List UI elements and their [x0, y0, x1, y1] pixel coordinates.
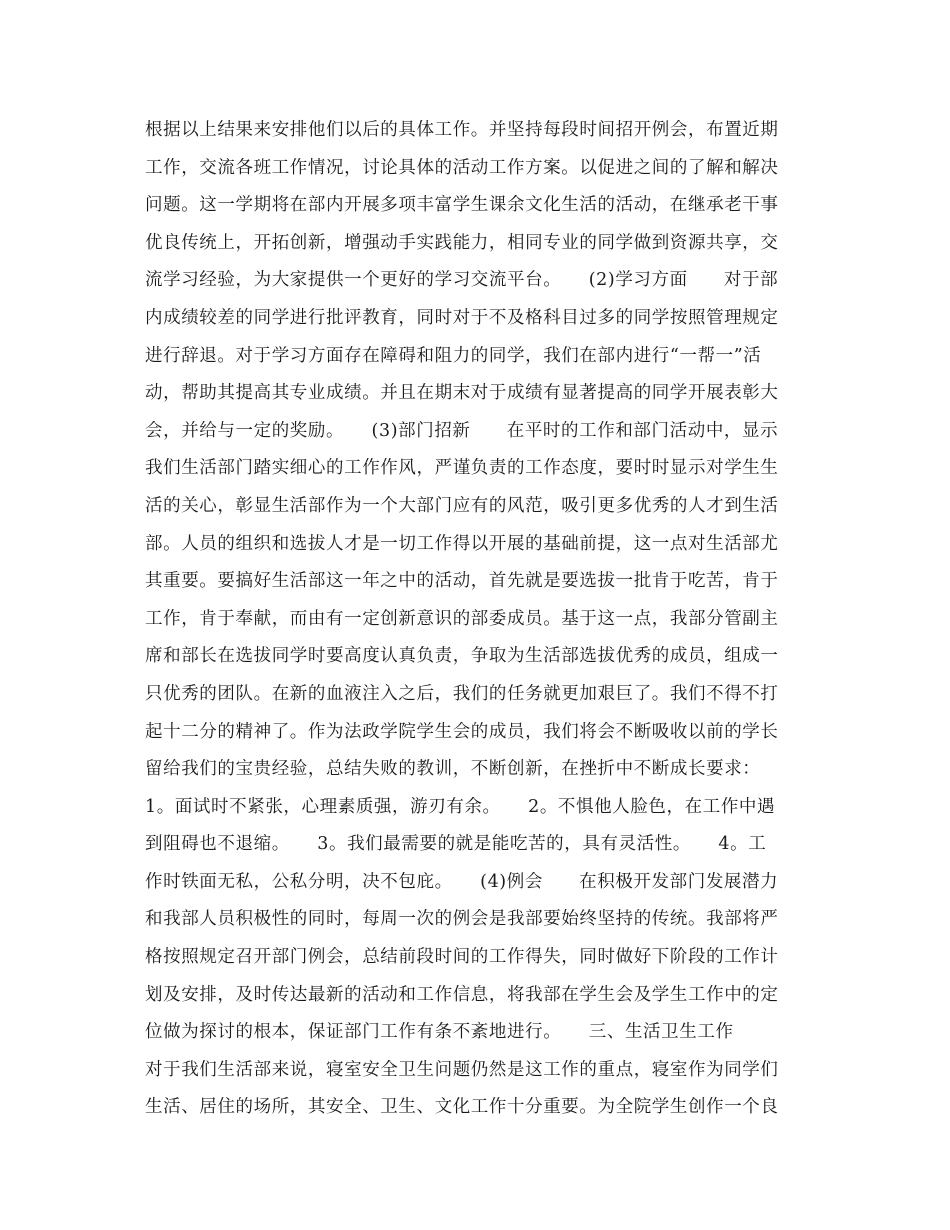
text-line: 生活、居住的场所，其安全、卫生、文化工作十分重要。为全院学生创作一个良 [145, 1097, 779, 1118]
text-line: 工作，交流各班工作情况，讨论具体的活动工作方案。以促进之间的了解和解决 [145, 157, 779, 178]
text-line: 到阻碍也不退缩。 3。我们最需要的就是能吃苦的，具有灵活性。 4。工 [145, 834, 767, 855]
text-line: 起十二分的精神了。作为法政学院学生会的成员，我们将会不断吸收以前的学长 [145, 721, 779, 742]
text-line: 内成绩较差的同学进行批评教育，同时对于不及格科目过多的同学按照管理规定 [145, 307, 779, 328]
text-line: 划及安排，及时传达最新的活动和工作信息，将我部在学生会及学生工作中的定 [145, 984, 779, 1005]
text-line: 活的关心，彰显生活部作为一个大部门应有的风范，吸引更多优秀的人才到生活 [145, 495, 779, 516]
text-line: 和我部人员积极性的同时，每周一次的例会是我部要始终坚持的传统。我部将严 [145, 909, 779, 930]
text-line: 会，并给与一定的奖励。 (3)部门招新 在平时的工作和部门活动中，显示 [145, 420, 779, 441]
text-line: 对于我们生活部来说，寝室安全卫生问题仍然是这工作的重点，寝室作为同学们 [145, 1059, 779, 1080]
text-line: 进行辞退。对于学习方面存在障碍和阻力的同学，我们在部内进行“一帮一”活 [145, 345, 762, 366]
text-line: 只优秀的团队。在新的血液注入之后，我们的任务就更加艰巨了。我们不得不打 [145, 683, 779, 704]
text-line: 动，帮助其提高其专业成绩。并且在期末对于成绩有显著提高的同学开展表彰大 [145, 383, 779, 404]
text-line: 工作，肯于奉献，而由有一定创新意识的部委成员。基于这一点，我部分管副主 [145, 608, 779, 629]
body-text [145, 112, 815, 1127]
text-line: 部。人员的组织和选拔人才是一切工作得以开展的基础前提，这一点对生活部尤 [145, 533, 779, 554]
text-line: 问题。这一学期将在部内开展多项丰富学生课余文化生活的活动，在继承老干事 [145, 195, 779, 216]
text-line: 流学习经验，为大家提供一个更好的学习交流平台。 (2)学习方面 对于部 [145, 270, 779, 291]
text-line: 作时铁面无私，公私分明，决不包庇。 (4)例会 在积极开发部门发展潜力 [145, 871, 779, 892]
text-line: 席和部长在选拔同学时要高度认真负责，争取为生活部选拔优秀的成员，组成一 [145, 646, 779, 667]
text-line: 留给我们的宝贵经验，总结失败的教训，不断创新，在挫折中不断成长要求： [145, 759, 761, 780]
text-line: 其重要。要搞好生活部这一年之中的活动，首先就是要选拔一批肯于吃苦，肯于 [145, 571, 779, 592]
text-line: 我们生活部门踏实细心的工作作风，严谨负责的工作态度，要时时显示对学生生 [145, 458, 779, 479]
text-line: 优良传统上，开拓创新，增强动手实践能力，相同专业的同学做到资源共享，交 [145, 232, 779, 253]
text-line: 根据以上结果来安排他们以后的具体工作。并坚持每段时间招开例会，布置近期 [145, 120, 779, 140]
text-line: 1。面试时不紧张，心理素质强，游刃有余。 2。不惧他人脸色，在工作中遇 [145, 796, 776, 817]
text-line: 格按照规定召开部门例会，总结前段时间的工作得失，同时做好下阶段的工作计 [145, 947, 779, 968]
text-line: 位做为探讨的根本，保证部门工作有条不紊地进行。 三、生活卫生工作 [145, 1022, 734, 1043]
